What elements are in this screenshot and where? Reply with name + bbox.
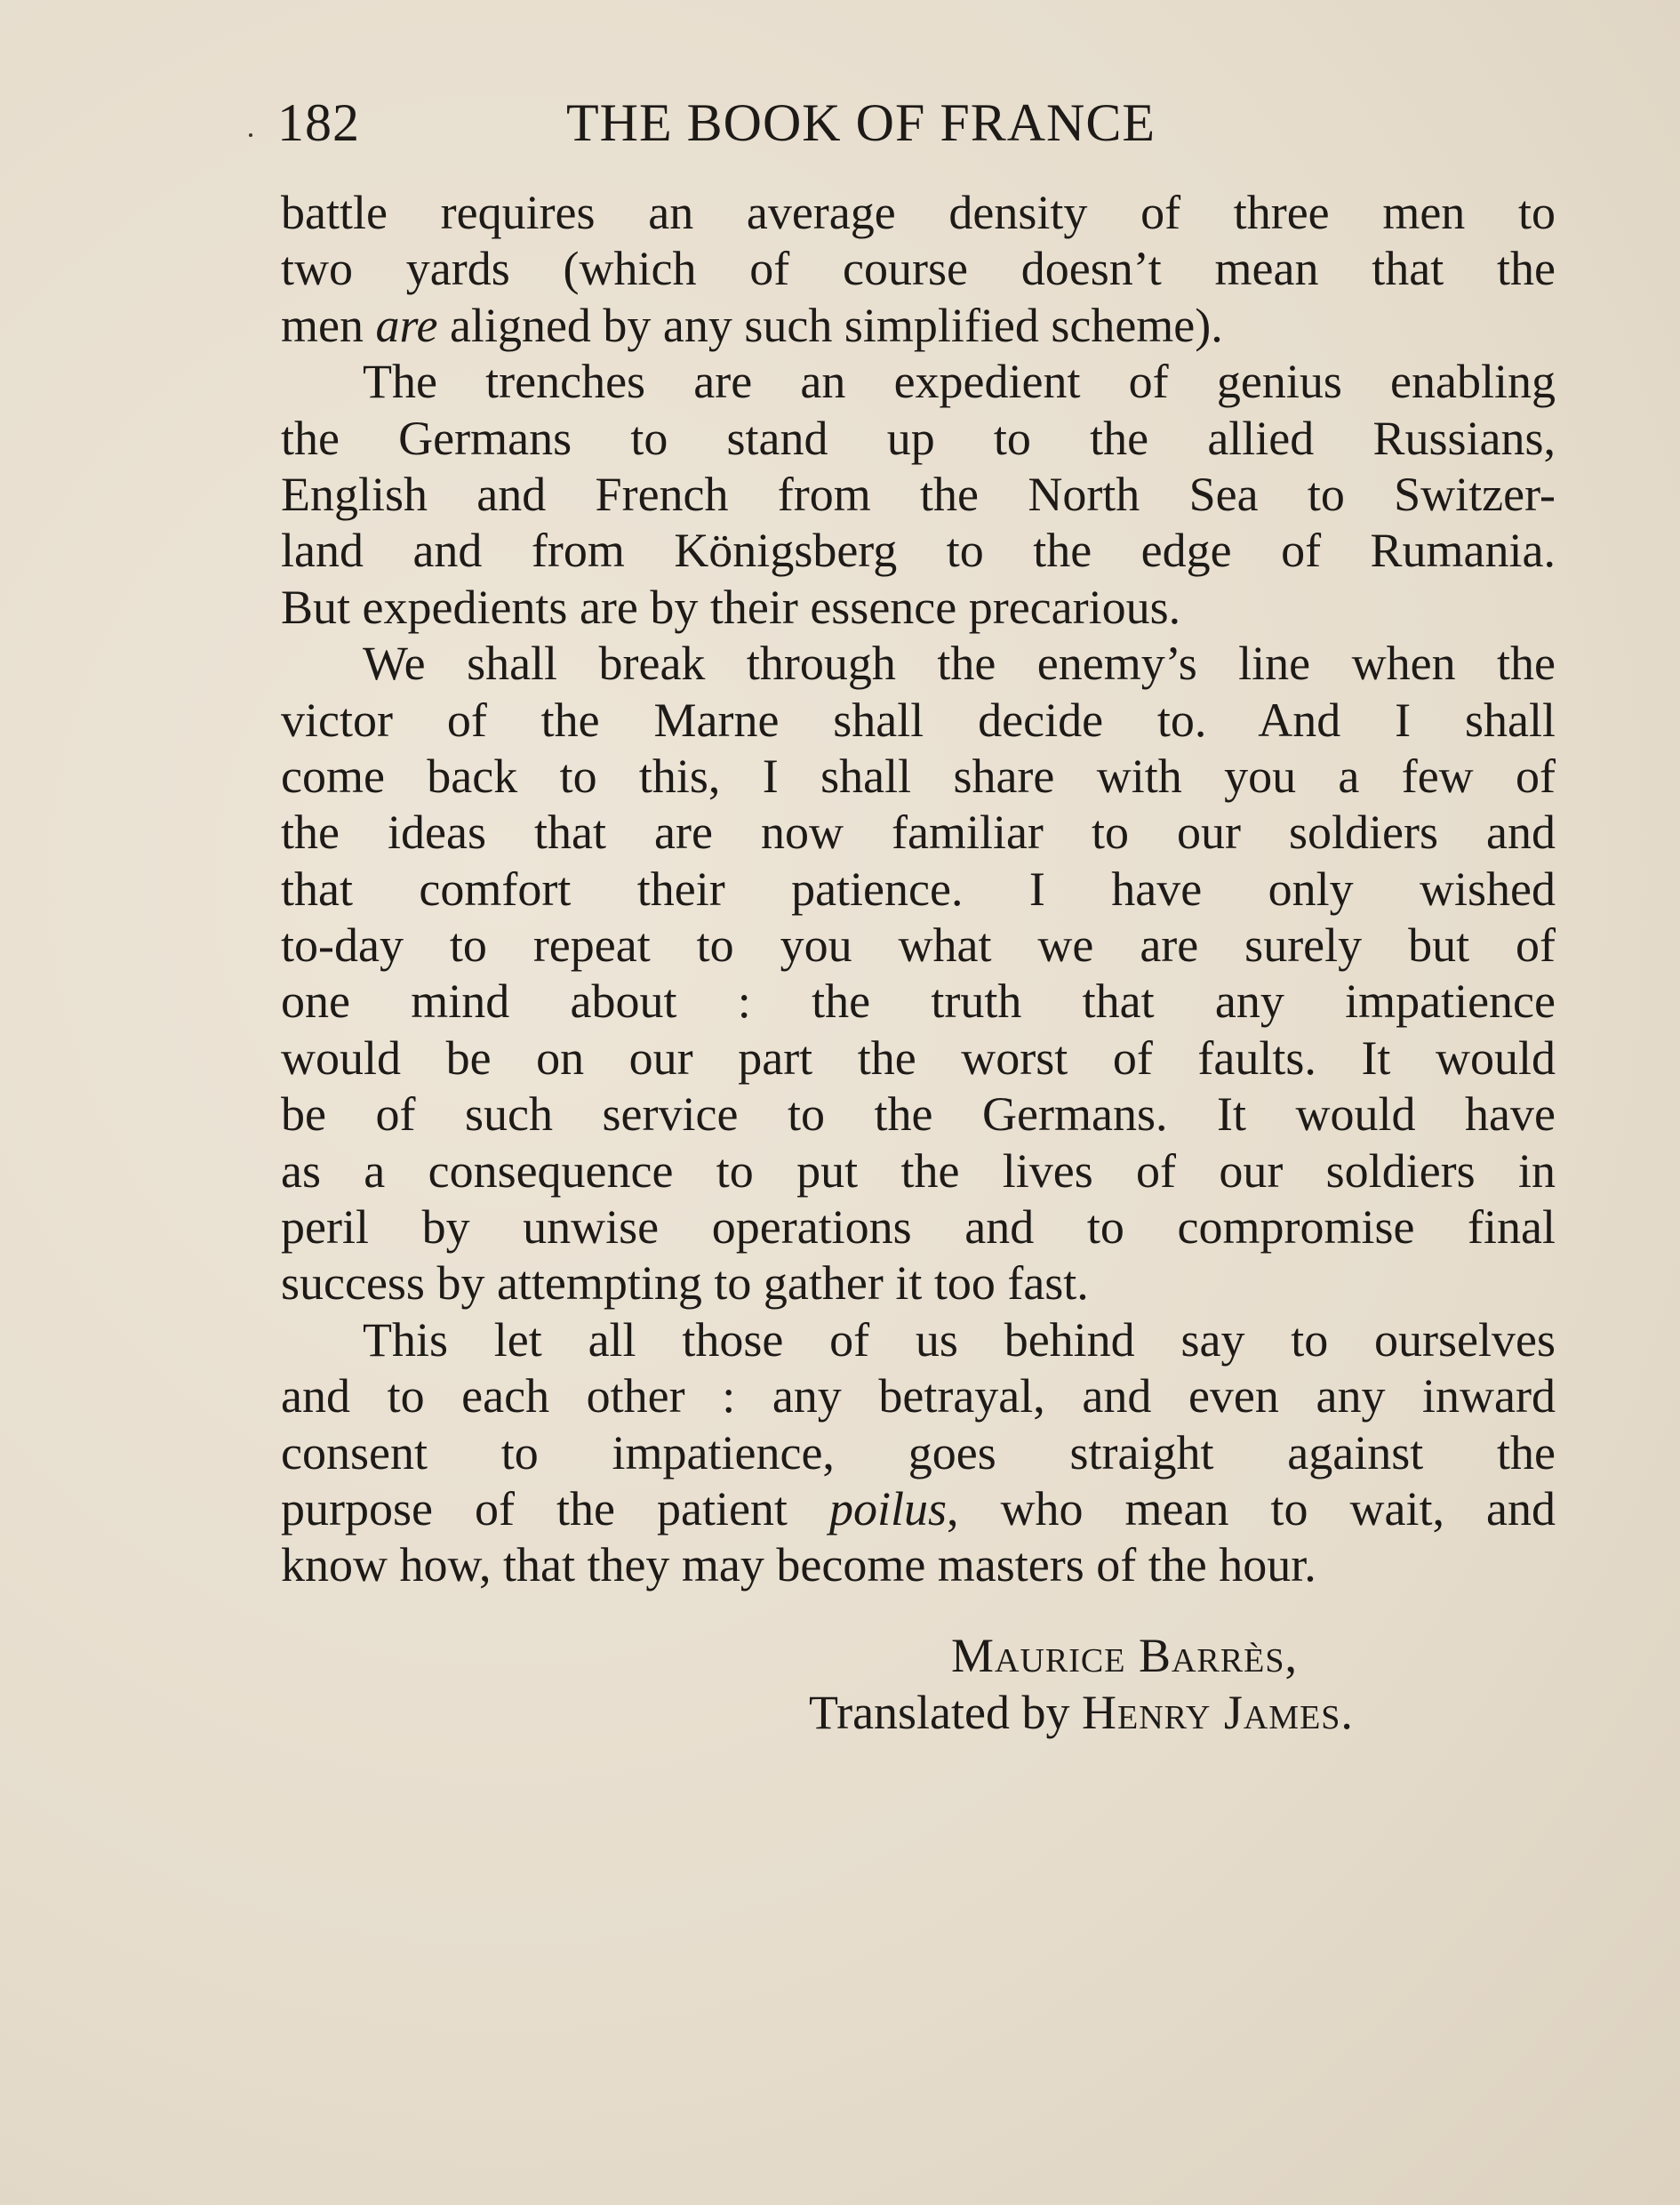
text-segment: that comfort their patience. I have only wished — [281, 862, 1556, 916]
paragraph — [281, 185, 1556, 354]
page-number: 182 — [277, 93, 360, 152]
text-segment: English and French from the North Sea to Switzer- — [281, 467, 1556, 521]
text-segment: two yards (which of course doesn’t mean that the — [281, 242, 1556, 296]
text-segment: men — [281, 298, 376, 352]
author-name: Maurice Barrès, — [951, 1629, 1298, 1682]
text-line — [281, 467, 1556, 523]
text-line — [281, 749, 1556, 805]
text-line — [281, 1425, 1556, 1481]
text-line — [281, 1368, 1556, 1424]
text-segment: land and from Königsberg to the edge of Rumania. — [281, 524, 1556, 578]
text-segment: as a consequence to put the lives of our soldiers in — [281, 1143, 1556, 1198]
text-line — [281, 693, 1556, 749]
text-line — [281, 411, 1556, 467]
text-line — [281, 298, 1556, 354]
text-segment: This let all those of us behind say to ourselves — [363, 1312, 1556, 1367]
text-segment: The trenches are an expedient of genius enabling — [363, 355, 1556, 409]
text-segment: one mind about : the truth that any impatience — [281, 974, 1556, 1029]
print-speck — [249, 133, 252, 137]
text-segment: aligned by any such simplified scheme). — [437, 298, 1223, 352]
text-segment: come back to this, I shall share with you a few of — [281, 749, 1556, 803]
text-line — [281, 354, 1556, 410]
text-line — [281, 1255, 1556, 1311]
text-segment: the ideas that are now familiar to our soldiers and — [281, 806, 1556, 860]
text-segment: know how, that they may become masters of the hour. — [281, 1538, 1316, 1592]
text-line — [281, 974, 1556, 1030]
text-line — [281, 1199, 1556, 1255]
running-head — [277, 87, 1557, 158]
text-line — [281, 805, 1556, 861]
text-segment: We shall break through the enemy’s line when the — [363, 637, 1556, 691]
text-line — [281, 1312, 1556, 1368]
text-segment: to-day to repeat to you what we are surely but of — [281, 918, 1556, 973]
text-segment: peril by unwise operations and to compromise final — [281, 1200, 1556, 1255]
text-line — [281, 918, 1556, 974]
italic-word: poilus — [828, 1481, 947, 1535]
text-line — [281, 636, 1556, 692]
text-line — [281, 1030, 1556, 1086]
text-line — [281, 1143, 1556, 1199]
author-signature — [951, 1627, 1298, 1684]
text-segment: battle requires an average density of three men to — [281, 186, 1556, 239]
text-segment: and to each other : any betrayal, and even any inward — [281, 1369, 1556, 1423]
text-segment: purpose of the patient — [281, 1481, 829, 1535]
text-segment: But expedients are by their essence precarious. — [281, 580, 1181, 634]
translator-name: Henry James. — [1082, 1686, 1354, 1739]
body-text — [281, 185, 1556, 1594]
text-line — [281, 1537, 1556, 1593]
italic-word: are — [375, 298, 438, 352]
paragraph — [281, 354, 1556, 636]
text-segment: success by attempting to gather it too fast. — [281, 1256, 1089, 1311]
text-segment: the Germans to stand up to the allied Russians, — [281, 411, 1556, 465]
text-line — [281, 241, 1556, 297]
text-segment: consent to impatience, goes straight against the — [281, 1425, 1556, 1479]
text-segment: would be on our part the worst of faults. It would — [281, 1030, 1556, 1085]
text-segment: , who mean to wait, and — [946, 1481, 1556, 1535]
paragraph — [281, 1312, 1556, 1594]
text-segment: be of such service to the Germans. It would have — [281, 1087, 1556, 1142]
text-line — [281, 185, 1556, 241]
translator-prefix: Translated by — [809, 1686, 1082, 1739]
text-line — [281, 862, 1556, 918]
translator-credit — [809, 1684, 1354, 1741]
paragraph — [281, 636, 1556, 1312]
text-line — [281, 1481, 1556, 1537]
text-line — [281, 523, 1556, 579]
text-line — [281, 580, 1556, 636]
text-line — [281, 1086, 1556, 1143]
text-segment: victor of the Marne shall decide to. And I shall — [281, 693, 1556, 747]
book-title: THE BOOK OF FRANCE — [566, 93, 1156, 152]
